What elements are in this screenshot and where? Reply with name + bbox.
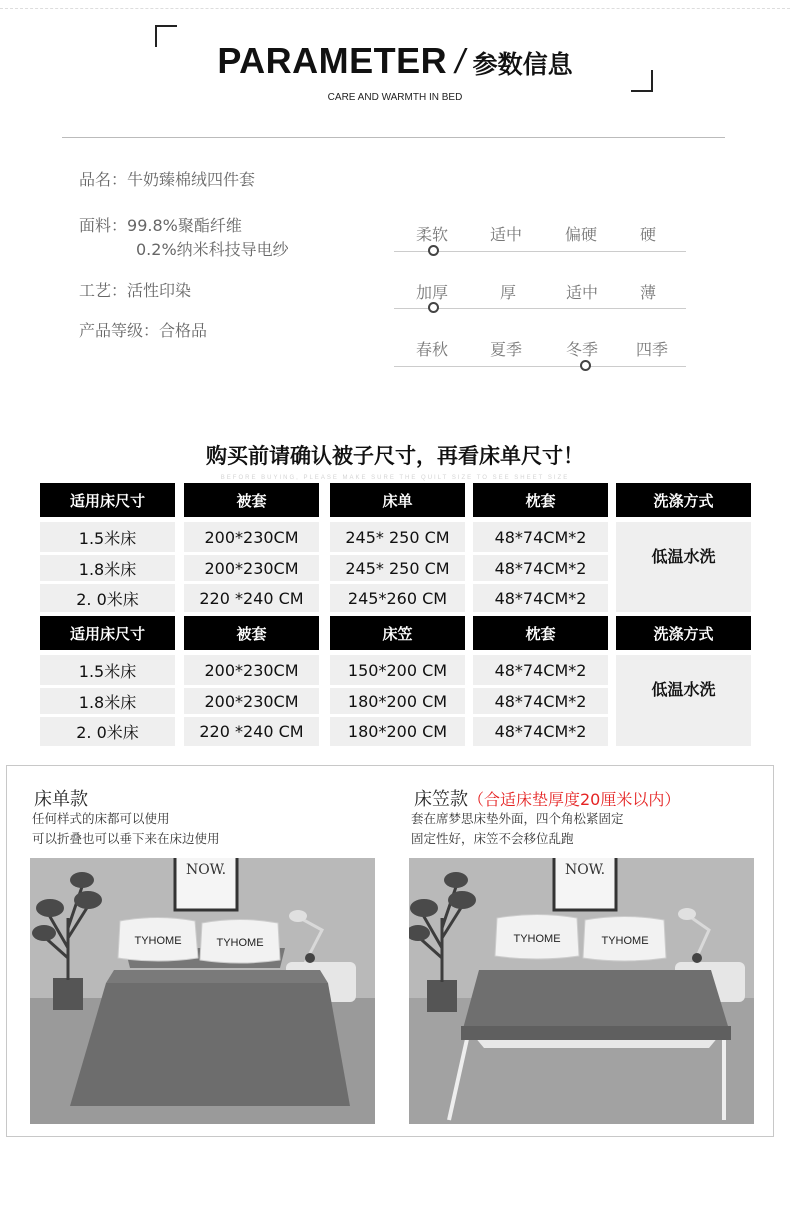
spec-craft-value: 活性印染 xyxy=(127,281,192,300)
spec-craft-label: 工艺： xyxy=(79,281,128,300)
pillow-text: TYHOME xyxy=(134,935,182,947)
scale-softness-label: 硬 xyxy=(640,225,657,244)
scale-season-label: 夏季 xyxy=(490,340,523,359)
scale-season-label: 冬季 xyxy=(566,340,599,359)
spec-name-value: 牛奶臻棉绒四件套 xyxy=(127,170,256,189)
table-cell: 48*74CM*2 xyxy=(473,655,608,685)
table-cell: 2. 0米床 xyxy=(40,717,175,746)
spec-fabric xyxy=(79,214,289,262)
table-cell: 1.5米床 xyxy=(40,655,175,685)
table-cell: 200*230CM xyxy=(184,688,319,714)
parameter-subtitle: CARE AND WARMTH IN BED xyxy=(327,92,463,103)
table-cell: 48*74CM*2 xyxy=(473,522,608,552)
pillow-text: TYHOME xyxy=(601,935,649,947)
spec-fabric-value-1: 99.8%聚酯纤维 xyxy=(127,216,242,235)
poster-text: NOW. xyxy=(564,862,606,878)
top-dashed-divider xyxy=(0,8,790,9)
spec-grade-value: 合格品 xyxy=(159,321,208,340)
table-header: 洗涤方式 xyxy=(616,616,751,650)
scale-season-indicator xyxy=(580,360,591,371)
spec-name xyxy=(79,168,255,192)
table-cell: 245* 250 CM xyxy=(330,522,465,552)
scale-softness-indicator xyxy=(428,245,439,256)
parameter-title-separator: / xyxy=(455,43,465,81)
parameter-divider xyxy=(62,137,725,138)
table-wash-cell: 低温水洗 xyxy=(616,522,751,612)
table-cell: 245* 250 CM xyxy=(330,555,465,581)
table-cell: 1.8米床 xyxy=(40,688,175,714)
table-cell: 220 *240 CM xyxy=(184,584,319,612)
table-wash-cell: 低温水洗 xyxy=(616,655,751,746)
poster-text: NOW. xyxy=(185,862,227,878)
size-table-subtitle: BEFORE BUYING, PLEASE MAKE SURE THE QUILT SIZE TO SEE SHEET SIZE xyxy=(220,475,570,481)
flat-sheet-desc-line: 可以折叠也可以垂下来在床边使用 xyxy=(32,831,220,846)
table-cell: 48*74CM*2 xyxy=(473,717,608,746)
table-header: 枕套 xyxy=(473,616,608,650)
spec-fabric-label: 面料： xyxy=(79,216,128,235)
scale-season xyxy=(394,337,686,377)
spec-grade xyxy=(79,319,207,343)
flat-sheet-photo xyxy=(30,858,375,1124)
pillow xyxy=(583,917,666,962)
table-header: 适用床尺寸 xyxy=(40,483,175,517)
parameter-title xyxy=(0,40,790,82)
fitted-sheet-title-text: 床笠款 xyxy=(414,789,468,810)
fitted-sheet-title xyxy=(414,785,680,811)
scale-thickness-label: 薄 xyxy=(640,283,657,302)
table-cell: 180*200 CM xyxy=(330,688,465,714)
table-cell: 48*74CM*2 xyxy=(473,584,608,612)
scale-thickness xyxy=(394,280,686,320)
table-header: 被套 xyxy=(184,483,319,517)
spec-grade-label: 产品等级： xyxy=(79,321,160,340)
scale-season-label: 春秋 xyxy=(416,340,449,359)
pillow-text: TYHOME xyxy=(513,933,561,945)
pillow-text: TYHOME xyxy=(216,937,264,949)
spec-craft xyxy=(79,279,191,303)
flat-sheet-title: 床单款 xyxy=(34,789,88,810)
fitted-sheet-desc-line: 套在席梦思床垫外面，四个角松紧固定 xyxy=(411,811,624,826)
parameter-title-en: PARAMETER xyxy=(217,40,448,81)
scale-season-track xyxy=(394,366,686,367)
scale-thickness-label: 加厚 xyxy=(416,283,449,302)
fitted-sheet-desc-line: 固定性好，床笠不会移位乱跑 xyxy=(411,831,574,846)
spec-name-label: 品名： xyxy=(79,170,128,189)
fitted-sheet-desc xyxy=(411,809,624,849)
scale-softness-label: 适中 xyxy=(490,225,523,244)
table-cell: 245*260 CM xyxy=(330,584,465,612)
poster-frame xyxy=(554,858,616,910)
table-cell: 2. 0米床 xyxy=(40,584,175,612)
table-cell: 1.5米床 xyxy=(40,522,175,552)
table-cell: 150*200 CM xyxy=(330,655,465,685)
table-header: 适用床尺寸 xyxy=(40,616,175,650)
table-header: 枕套 xyxy=(473,483,608,517)
table-cell: 180*200 CM xyxy=(330,717,465,746)
scale-softness-label: 柔软 xyxy=(416,225,449,244)
table-cell: 1.8米床 xyxy=(40,555,175,581)
table-cell: 48*74CM*2 xyxy=(473,688,608,714)
size-table-title: 购买前请确认被子尺寸，再看床单尺寸！ xyxy=(206,444,584,468)
table-cell: 200*230CM xyxy=(184,555,319,581)
scale-softness xyxy=(394,222,686,262)
fitted-sheet-photo xyxy=(409,858,754,1124)
flat-sheet-desc xyxy=(32,809,220,849)
spec-fabric-value-2: 0.2%纳米科技导电纱 xyxy=(136,240,289,259)
scale-season-label: 四季 xyxy=(636,340,669,359)
scale-thickness-label: 适中 xyxy=(566,283,599,302)
table-header: 被套 xyxy=(184,616,319,650)
scale-softness-label: 偏硬 xyxy=(565,225,598,244)
pillow xyxy=(118,918,198,962)
table-cell: 220 *240 CM xyxy=(184,717,319,746)
parameter-title-cn: 参数信息 xyxy=(472,50,573,79)
pillow xyxy=(200,920,280,964)
fitted-sheet-note: （合适床垫厚度20厘米以内） xyxy=(468,790,681,809)
scale-thickness-label: 厚 xyxy=(500,283,517,302)
table-header: 床笠 xyxy=(330,616,465,650)
scale-thickness-indicator xyxy=(428,302,439,313)
flat-sheet-desc-line: 任何样式的床都可以使用 xyxy=(32,811,170,826)
table-header: 洗涤方式 xyxy=(616,483,751,517)
table-cell: 200*230CM xyxy=(184,655,319,685)
table-cell: 48*74CM*2 xyxy=(473,555,608,581)
table-header: 床单 xyxy=(330,483,465,517)
pillow xyxy=(495,915,579,960)
poster-frame xyxy=(175,858,237,910)
table-cell: 200*230CM xyxy=(184,522,319,552)
